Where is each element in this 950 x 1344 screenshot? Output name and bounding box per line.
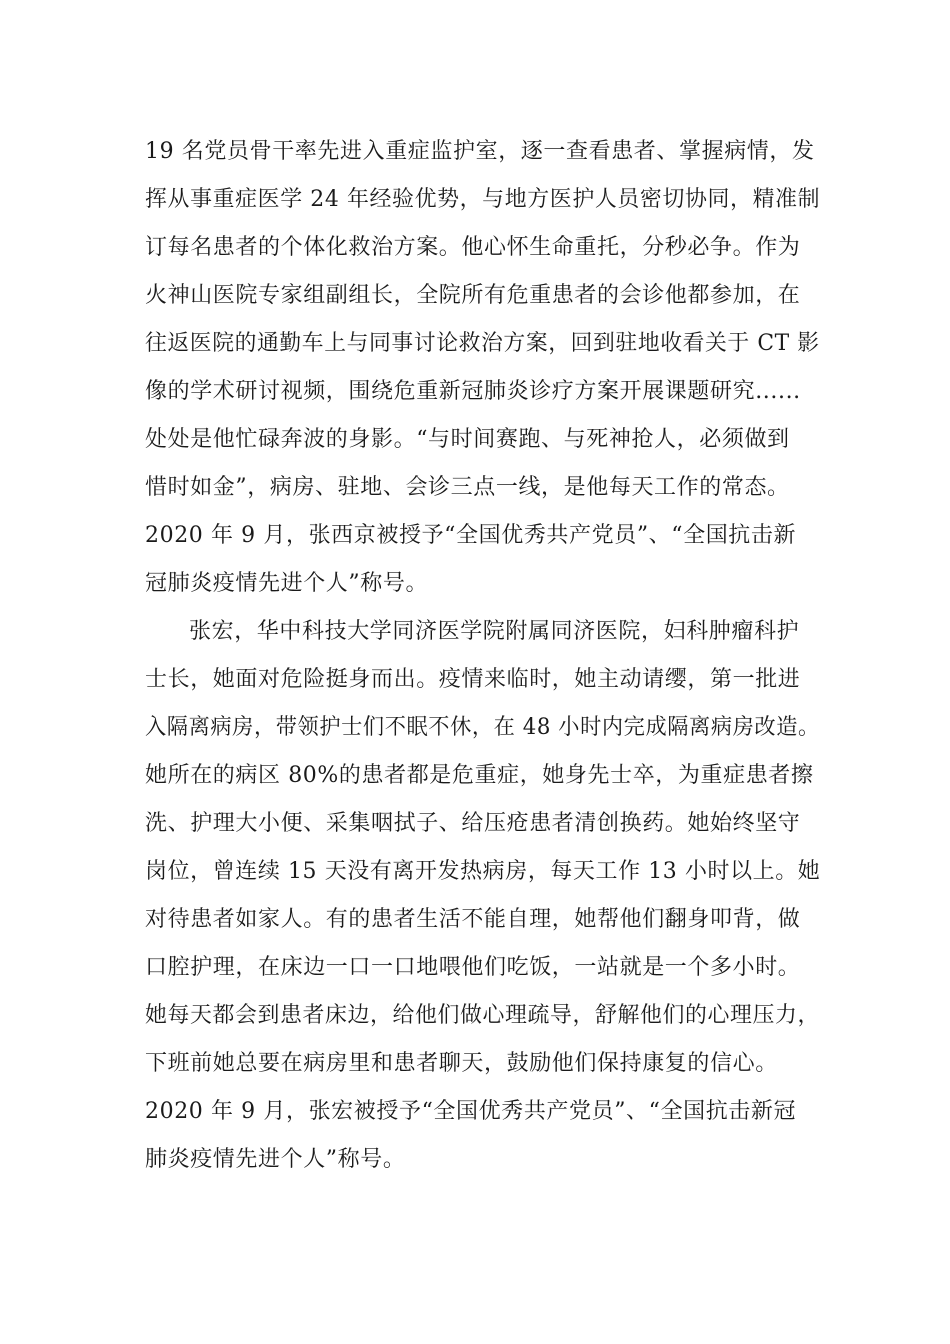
text-line: 2020 年 9 月，张宏被授予“全国优秀共产党员”、“全国抗击新冠 xyxy=(145,1099,797,1124)
text-line: 2020 年 9 月，张西京被授予“全国优秀共产党员”、“全国抗击新 xyxy=(145,523,797,548)
text-line: 入隔离病房，带领护士们不眠不休，在 48 小时内完成隔离病房改造。 xyxy=(145,715,820,740)
text-line: 订每名患者的个体化救治方案。他心怀生命重托，分秒必争。作为 xyxy=(145,235,801,260)
text-line: 她所在的病区 80%的患者都是危重症，她身先士卒，为重症患者擦 xyxy=(145,763,814,788)
text-line: 挥从事重症医学 24 年经验优势，与地方医护人员密切协同，精准制 xyxy=(145,187,821,212)
text-line: 士长，她面对危险挺身而出。疫情来临时，她主动请缨，第一批进 xyxy=(145,667,801,692)
text-line: 像的学术研讨视频，围绕危重新冠肺炎诊疗方案开展课题研究...... xyxy=(145,379,801,404)
text-line: 她每天都会到患者床边，给他们做心理疏导，舒解他们的心理压力， xyxy=(145,1003,821,1028)
text-line: 岗位，曾连续 15 天没有离开发热病房，每天工作 13 小时以上。她 xyxy=(145,859,821,884)
text-line: 19 名党员骨干率先进入重症监护室，逐一查看患者、掌握病情，发 xyxy=(145,139,815,164)
text-line: 肺炎疫情先进个人”称号。 xyxy=(145,1147,406,1172)
text-line: 洗、护理大小便、采集咽拭子、给压疮患者清创换药。她始终坚守 xyxy=(145,811,801,836)
text-line: 火神山医院专家组副组长，全院所有危重患者的会诊他都参加，在 xyxy=(145,283,801,308)
text-line: 口腔护理，在床边一口一口地喂他们吃饭，一站就是一个多小时。 xyxy=(145,955,801,980)
text-line: 下班前她总要在病房里和患者聊天，鼓励他们保持康复的信心。 xyxy=(145,1051,778,1076)
text-line: 对待患者如家人。有的患者生活不能自理，她帮他们翻身叩背，做 xyxy=(145,907,801,932)
text-line: 处处是他忙碌奔波的身影。“与时间赛跑、与死神抢人，必须做到 xyxy=(145,427,790,452)
text-line: 冠肺炎疫情先进个人”称号。 xyxy=(145,571,429,596)
text-line: 往返医院的通勤车上与同事讨论救治方案，回到驻地收看关于 CT 影 xyxy=(145,331,820,356)
text-line: 惜时如金”，病房、驻地、会诊三点一线，是他每天工作的常态。 xyxy=(145,475,790,500)
paragraph-start-line: 张宏，华中科技大学同济医学院附属同济医院，妇科肿瘤科护 xyxy=(189,619,800,644)
